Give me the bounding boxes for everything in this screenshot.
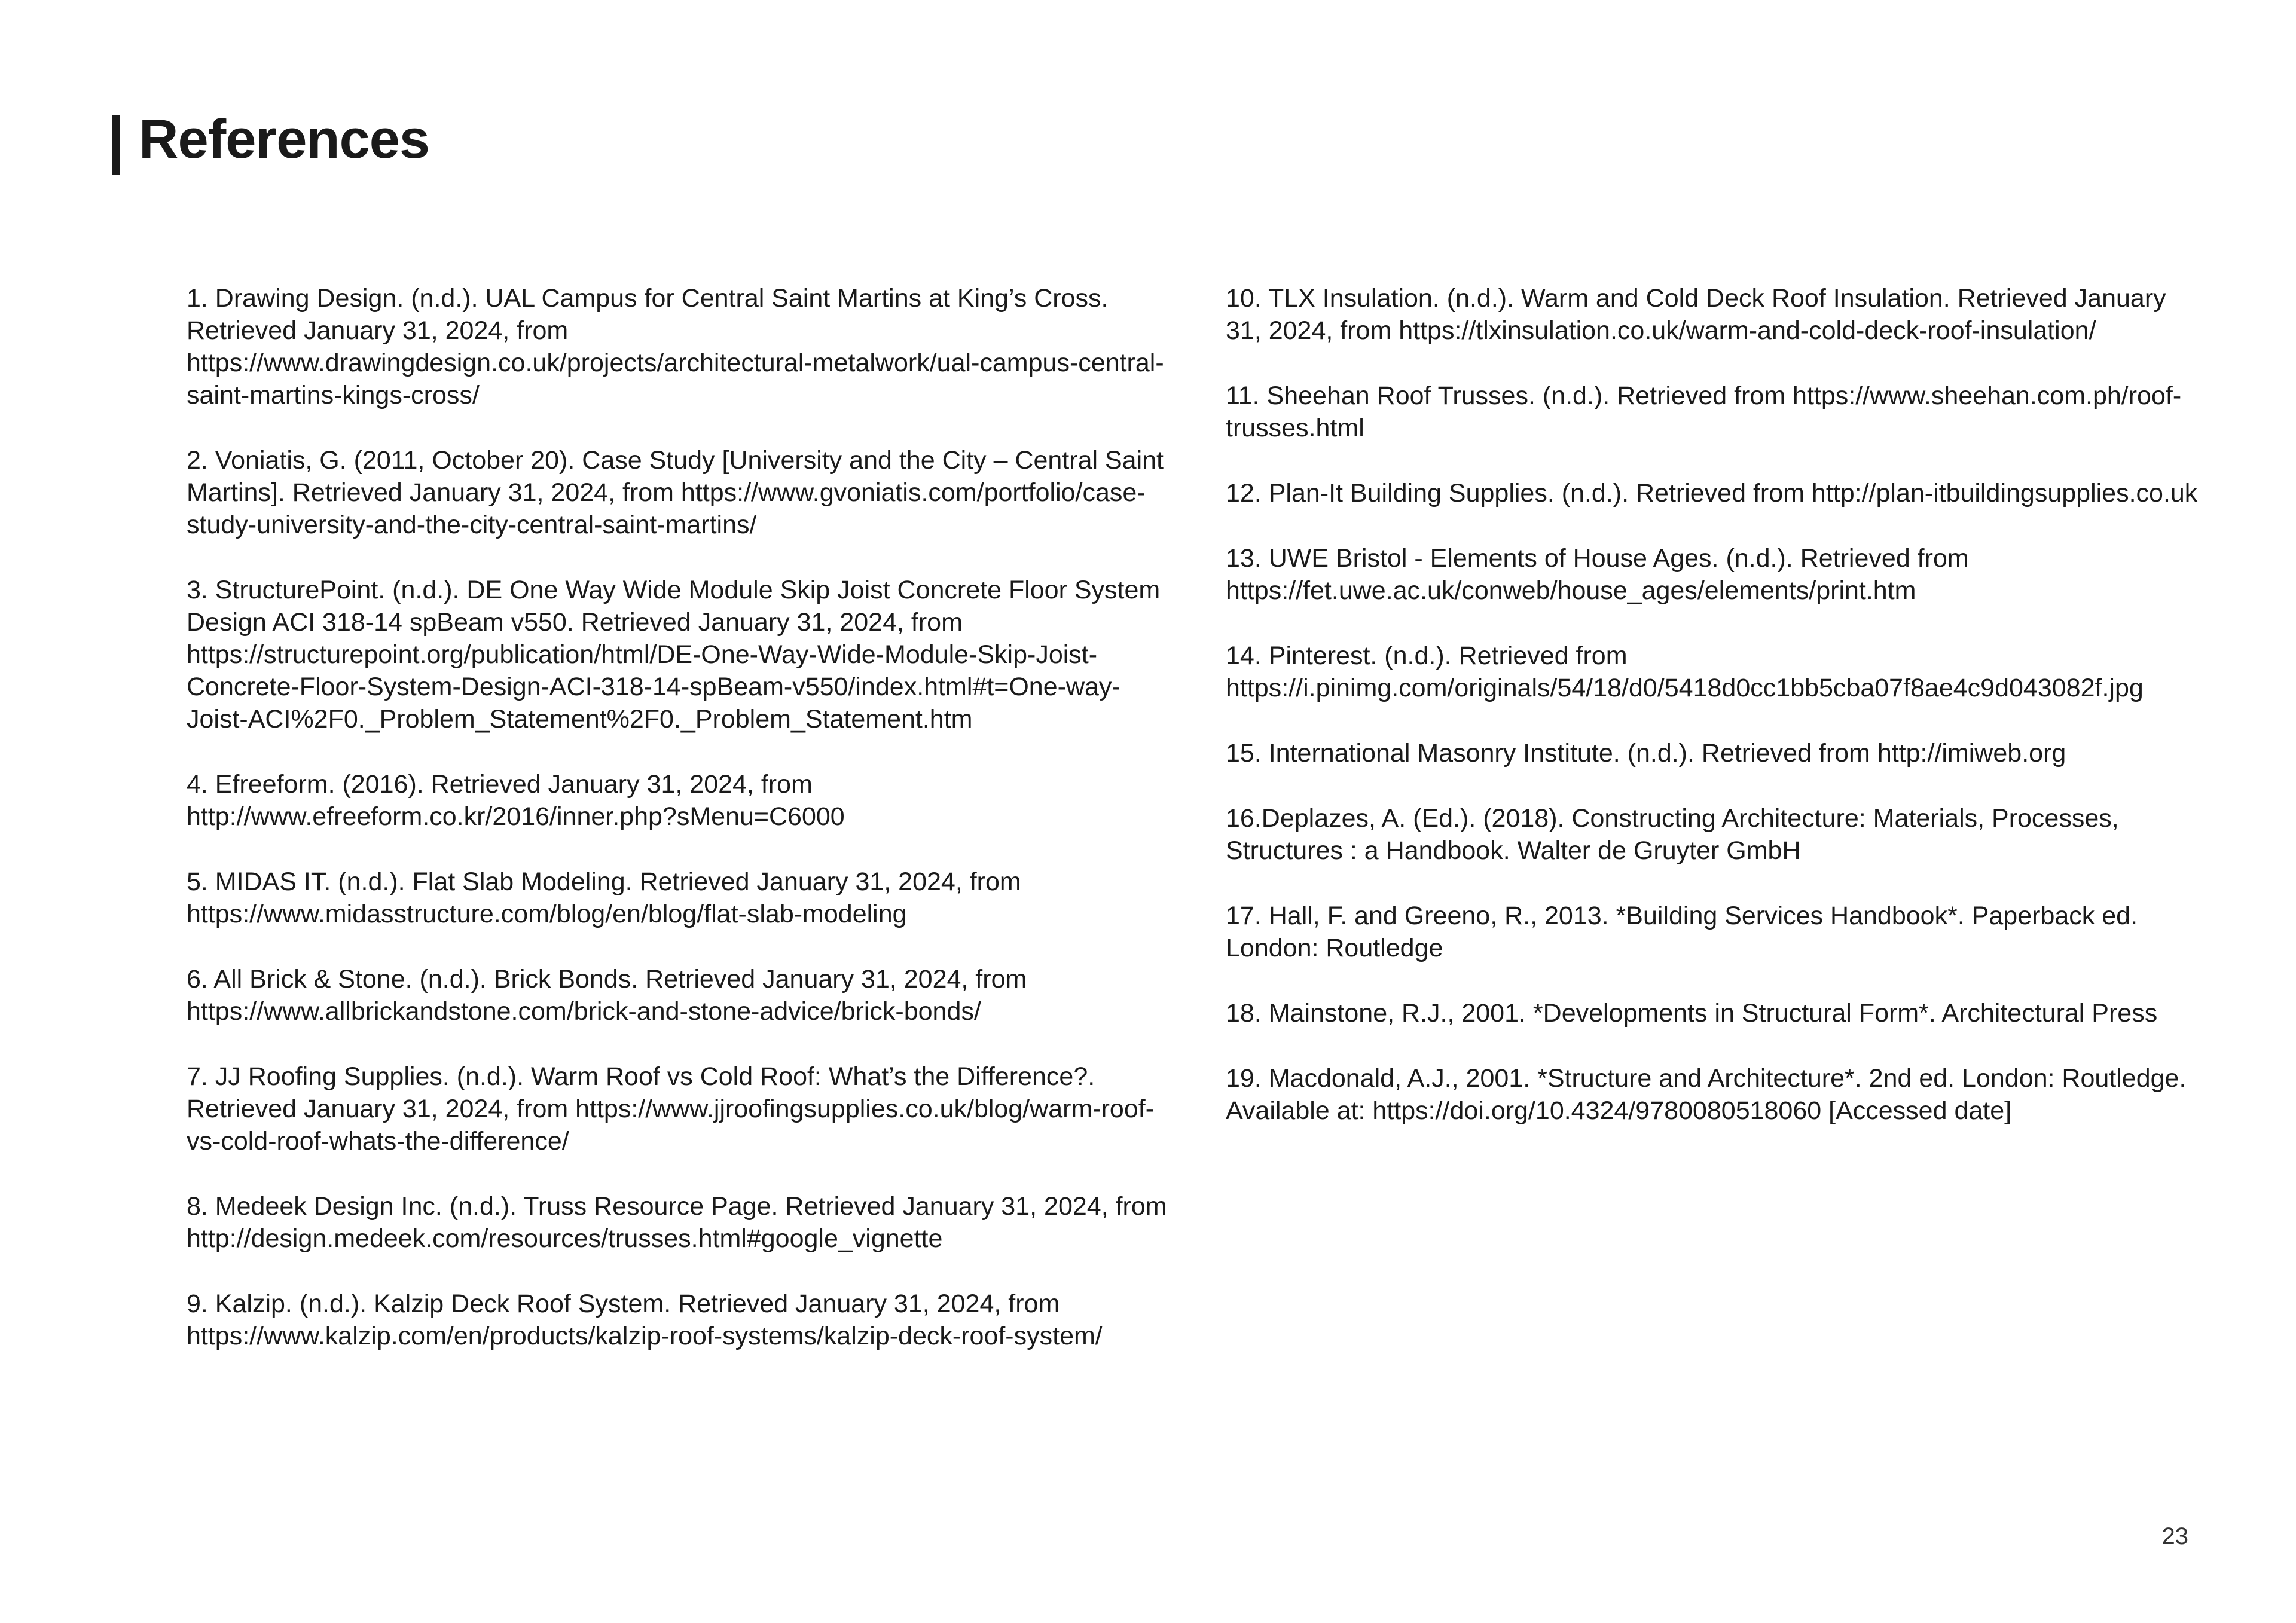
reference-item-17: 17. Hall, F. and Greeno, R., 2013. *Building Services Handbook*. Paperback ed. London: Routledge: [1226, 901, 2138, 962]
reference-item-1: 1. Drawing Design. (n.d.). UAL Campus for Central Saint Martins at King’s Cross. Retrieved January 31, 2024, from https://www.drawingdesign.co.uk/projects/architectural-metalwork/ual-campus-central-saint-martins-kings-cross/: [187, 284, 1164, 409]
reference-item-8: 8. Medeek Design Inc. (n.d.). Truss Resource Page. Retrieved January 31, 2024, from http://design.medeek.com/resources/trusses.html#google_vignette: [187, 1192, 1167, 1253]
reference-item-2: 2. Voniatis, G. (2011, October 20). Case Study [University and the City – Central Saint Martins]. Retrieved January 31, 2024, from https://www.gvoniatis.com/portfolio/case-study-university-and-the-city-central-saint-martins/: [187, 446, 1164, 539]
reference-item-6: 6. All Brick & Stone. (n.d.). Brick Bonds. Retrieved January 31, 2024, from https://www.allbrickandstone.com/brick-and-stone-advice/brick-bonds/: [187, 965, 1027, 1026]
reference-item-10: 10. TLX Insulation. (n.d.). Warm and Cold Deck Roof Insulation. Retrieved January 31, 2024, from https://tlxinsulation.co.uk/warm-and-cold-deck-roof-insulation/: [1226, 284, 2166, 345]
reference-item-14: 14. Pinterest. (n.d.). Retrieved from https://i.pinimg.com/originals/54/18/d0/5418d0cc1bb5cba07f8ae4c9d043082f.jpg: [1226, 641, 2144, 702]
reference-item-3: 3. StructurePoint. (n.d.). DE One Way Wide Module Skip Joist Concrete Floor System Design ACI 318-14 spBeam v550. Retrieved January 31, 2024, from https://structurepoint.org/publication/html/DE-One-Way-Wide-Module-Skip-Joist-Concrete-Floor-System-Design-ACI-318-14-spBeam-v550/index.html#t=One-way-Joist-ACI%2F0._Problem_Statement%2F0._Problem_Statement.htm: [187, 576, 1161, 733]
page-number: 23: [2161, 1523, 2188, 1549]
reference-item-5: 5. MIDAS IT. (n.d.). Flat Slab Modeling. Retrieved January 31, 2024, from https://www.midasstructure.com/blog/en/blog/flat-slab-modeling: [187, 867, 1021, 928]
references-left-column: [187, 282, 1167, 1385]
reference-item-16: 16.Deplazes, A. (Ed.). (2018). Constructing Architecture: Materials, Processes, Structures : a Handbook. Walter de Gruyter GmbH: [1226, 804, 2119, 865]
reference-item-9: 9. Kalzip. (n.d.). Kalzip Deck Roof System. Retrieved January 31, 2024, from https://www.kalzip.com/en/products/kalzip-roof-systems/kalzip-deck-roof-system/: [187, 1289, 1103, 1350]
reference-item-13: 13. UWE Bristol - Elements of House Ages. (n.d.). Retrieved from https://fet.uwe.ac.uk/conweb/house_ages/elements/print.htm: [1226, 544, 1969, 605]
reference-item-7: 7. JJ Roofing Supplies. (n.d.). Warm Roof vs Cold Roof: What’s the Difference?. Retrieved January 31, 2024, from https://www.jjroofingsupplies.co.uk/blog/warm-roof-vs-cold-roof-whats-the-difference/: [187, 1062, 1155, 1156]
reference-item-15: 15. International Masonry Institute. (n.d.). Retrieved from http://imiweb.org: [1226, 739, 2066, 768]
reference-item-19: 19. Macdonald, A.J., 2001. *Structure and Architecture*. 2nd ed. London: Routledge. Available at: https://doi.org/10.4324/9780080518060 [Accessed date]: [1226, 1064, 2187, 1125]
reference-item-11: 11. Sheehan Roof Trusses. (n.d.). Retrieved from https://www.sheehan.com.ph/roof-trusses.html: [1226, 381, 2182, 442]
title-accent-bar: [112, 115, 120, 175]
reference-item-18: 18. Mainstone, R.J., 2001. *Developments in Structural Form*. Architectural Press: [1226, 999, 2158, 1028]
reference-item-12: 12. Plan-It Building Supplies. (n.d.). Retrieved from http://plan-itbuildingsupplies.co.uk: [1226, 479, 2198, 508]
reference-item-4: 4. Efreeform. (2016). Retrieved January 31, 2024, from http://www.efreeform.co.kr/2016/inner.php?sMenu=C6000: [187, 770, 845, 831]
page-title: References: [139, 109, 430, 170]
references-right-column: [1226, 282, 2200, 1160]
